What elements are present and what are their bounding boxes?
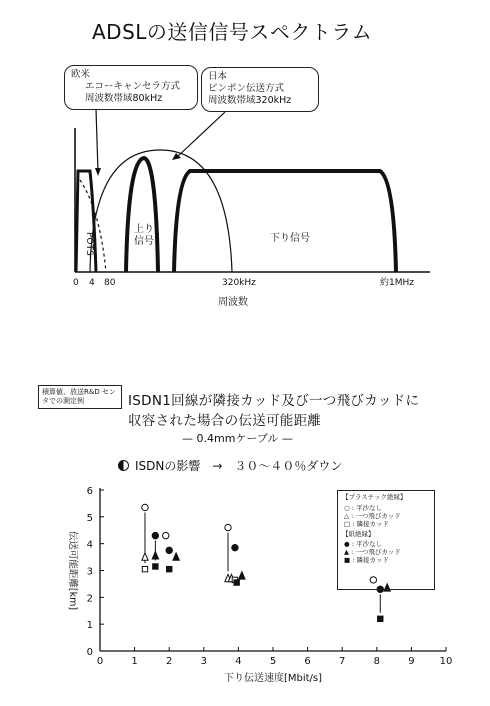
x-tick-label: 5 — [269, 656, 277, 667]
legend-open-circle-icon: ○ — [344, 504, 350, 512]
point-square-filled — [153, 564, 158, 569]
x-tick-label: 8 — [373, 656, 380, 667]
legend-k-none: ● : 平沙なし — [344, 540, 382, 548]
x-tick-label: 10 — [439, 656, 453, 667]
x-tick-80: 80 — [104, 278, 116, 288]
legend-open-triangle-icon: △ — [344, 512, 349, 520]
point-circle-filled — [232, 544, 238, 550]
callout-eu-arrowhead — [95, 168, 101, 176]
upstream-band — [126, 158, 158, 272]
pingpong-arc — [90, 150, 232, 272]
point-circle-open — [142, 504, 148, 510]
y-tick-label: 1 — [86, 620, 93, 632]
point-triangle-filled — [239, 572, 245, 579]
callout-jp-pointer — [176, 112, 225, 158]
isdn-effect-text: ISDNの影響 → ３０～４０％ダウン — [135, 459, 343, 473]
legend-filled-circle-icon: ● — [344, 540, 350, 548]
callout-eu-line3: 周波数帯域80kHz — [85, 93, 163, 104]
x-tick-label: 1 — [131, 656, 138, 667]
x-tick-320: 320kHz — [222, 278, 256, 288]
x-tick-4: 4 — [89, 278, 95, 288]
upstream-label-1: 上り — [134, 224, 154, 235]
spectrum-diagram — [0, 0, 490, 320]
callout-pingpong — [201, 67, 319, 112]
callout-eu-line1: 欧米 — [71, 69, 91, 80]
x-tick-label: 3 — [200, 656, 207, 667]
x-tick-1m: 約1MHz — [380, 278, 414, 288]
point-square-filled — [378, 616, 383, 621]
point-circle-open — [225, 524, 231, 530]
y-tick-label: 4 — [86, 539, 93, 551]
legend-p-none: ○ : 平沙なし — [344, 504, 382, 512]
callout-jp-line2: ピンポン伝送方式 — [208, 83, 285, 94]
y-tick-label: 2 — [86, 593, 93, 605]
legend-filled-square-icon: ■ — [344, 556, 351, 564]
legend-p-skip: △ : 一つ飛びカッド — [344, 512, 401, 520]
x-tick-label: 6 — [304, 656, 311, 667]
callout-jp-line3: 周波数帯域320kHz — [208, 95, 292, 106]
callout-eu-pointer — [96, 109, 98, 172]
legend-filled-triangle-icon: ▲ — [344, 548, 349, 556]
y-tick-label: 0 — [86, 647, 93, 658]
legend-k-adj: ■ : 隣接カッド — [344, 556, 389, 564]
point-circle-filled — [152, 532, 158, 538]
y-tick-label: 5 — [86, 512, 93, 524]
pots-band — [76, 171, 96, 272]
callout-eu-line2: エコーキャンセラ方式 — [85, 81, 181, 92]
legend-k-skip: ▲ : 一つ飛びカッド — [344, 548, 401, 556]
legend-open-square-icon: □ — [344, 520, 351, 528]
section-heading-line1: ISDN1回線が隣接カッド及び一つ飛びカッドに — [128, 393, 420, 409]
legend-group2-title: 【紙絶縁】 — [342, 530, 375, 538]
upstream-label-2: 信号 — [134, 236, 154, 247]
isdn-effect — [118, 457, 342, 474]
section-heading-line2: 収容された場合の伝送可能距離 — [128, 413, 322, 429]
downstream-label: 下り信号 — [270, 233, 310, 244]
point-circle-filled — [166, 547, 172, 553]
x-tick-label: 4 — [235, 656, 242, 667]
isdn-bullet-icon — [118, 460, 129, 471]
x-tick-label: 0 — [96, 656, 104, 667]
legend-p-adj: □ : 隣接カッド — [344, 520, 389, 528]
y-axis-label: 伝送可能距離[km] — [67, 530, 78, 611]
chart-legend — [337, 490, 435, 590]
point-triangle-filled — [152, 552, 158, 559]
callout-echo-cancel — [64, 65, 198, 110]
point-triangle-open — [142, 553, 148, 560]
point-circle-open — [163, 532, 169, 538]
cable-caption: — 0.4mmケーブル — — [182, 432, 293, 445]
x-tick-label: 9 — [408, 656, 415, 667]
x-tick-label: 2 — [166, 656, 173, 667]
point-triangle-filled — [173, 553, 179, 560]
callout-jp-line1: 日本 — [208, 71, 228, 82]
y-tick-label: 6 — [86, 486, 93, 497]
point-square-filled — [234, 580, 239, 585]
pots-label: POTS — [84, 232, 94, 256]
measurement-stamp: 積算値、放送R&D センタでの測定例 — [38, 385, 122, 409]
spectrum-title: ADSLの送信信号スペクトラム — [92, 20, 373, 44]
x-tick-label: 7 — [339, 656, 346, 667]
spectrum-x-label: 周波数 — [218, 297, 248, 308]
x-axis-label: 下り伝送速度[Mbit/s] — [223, 673, 323, 684]
x-tick-0: 0 — [73, 278, 79, 288]
point-square-filled — [167, 566, 172, 571]
y-tick-label: 3 — [86, 566, 93, 578]
legend-group1-title: 【プラスチック絶縁】 — [342, 493, 407, 501]
downstream-band — [174, 171, 396, 272]
point-square-open — [142, 566, 147, 571]
